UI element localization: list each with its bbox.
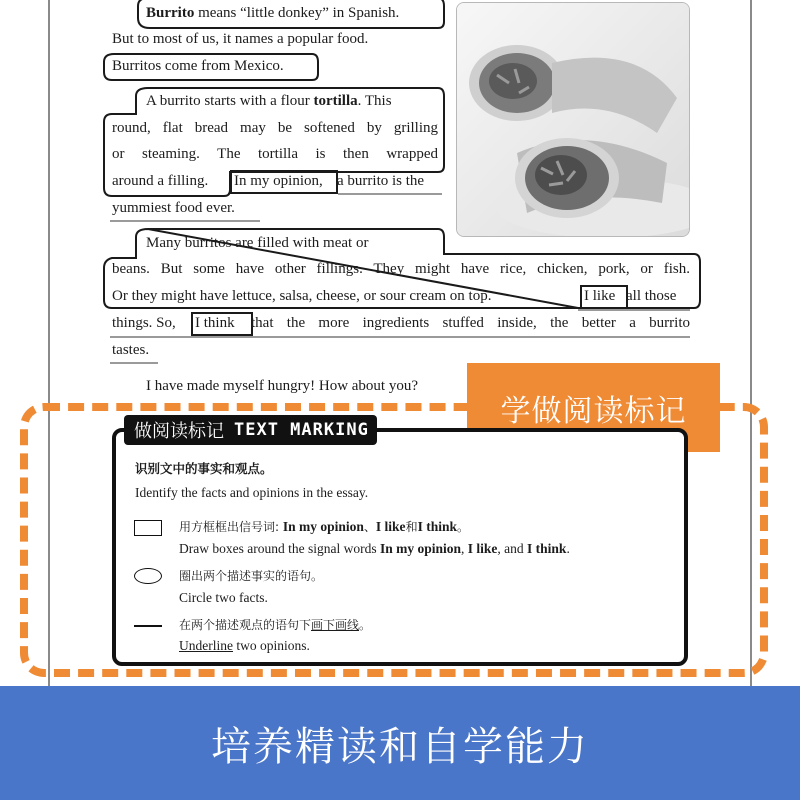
p3-line-3-b: all those [626, 288, 677, 304]
item1-en-b3: I think [527, 541, 567, 556]
item1-en-a: Draw boxes around the signal words [179, 541, 380, 556]
item1-en-c: , [461, 541, 468, 556]
item1-en-e: . [566, 541, 570, 556]
p3-line-3-a: Or they might have lettuce, salsa, cheese, or sour cream on top. [112, 288, 492, 304]
item1-cn-b2: I like [375, 519, 406, 534]
opinion-underline-1a [338, 193, 442, 195]
p2-line-1-b: . This [357, 93, 392, 109]
item1-en-b1: In my opinion [379, 541, 462, 556]
item1-en [179, 540, 570, 558]
item3-cn-u: 画下画线 [311, 618, 360, 632]
item1-cn-b3: I think [417, 519, 457, 534]
p3-line-5: tastes. [112, 342, 150, 358]
item1-cn [179, 518, 469, 536]
p3-line-2: beans. But some have other fillings. They might have rice, chicken, pork, or fish. [112, 261, 690, 277]
signal-word-in-my-opinion: In my opinion, [234, 173, 323, 189]
p3-line-4-b: that the more ingredients stuffed inside, the better a burrito [251, 315, 690, 331]
p2-line-4-a: around a filling. [112, 173, 209, 189]
p1-line-2: But to most of us, it names a popular food. [112, 31, 369, 47]
text-marking-title-cn: 做阅读标记 [134, 421, 224, 442]
marking-intro-cn: 识别文中的事实和观点。 [135, 461, 273, 476]
signal-word-i-like: I like [584, 288, 616, 304]
opinion-underline-2b [110, 336, 690, 338]
text-marking-title-en: TEXT MARKING [234, 420, 369, 440]
item3-en-b: two opinions. [232, 638, 310, 653]
item3-cn [179, 616, 371, 634]
p4-line: I have made myself hungry! How about you? [146, 378, 419, 394]
p1-line-3: Burritos come from Mexico. [112, 58, 284, 74]
p2-line-4-b: a burrito is the [337, 173, 425, 189]
item1-en-d: , and [497, 541, 528, 556]
underline-symbol-icon [134, 625, 162, 627]
item2-en: Circle two facts. [179, 590, 268, 605]
p3-line-1: Many burritos are filled with meat or [146, 235, 369, 251]
burrito-term: Burrito [146, 5, 195, 21]
p1-line-1 [146, 3, 399, 23]
item1-cn-c: 、 [363, 520, 376, 534]
box-symbol-icon [134, 520, 162, 536]
circle-symbol-icon [134, 568, 162, 584]
burrito-photo [456, 2, 690, 237]
item3-en-u: Underline [179, 638, 233, 653]
tag-label: 学做阅读标记 [467, 363, 720, 452]
item3-cn-b: 。 [359, 618, 372, 632]
item1-cn-a: 用方框框出信号词: [179, 520, 283, 534]
p3-line-4-a: things. So, [112, 315, 176, 331]
p2-line-1-a: A burrito starts with a flour [146, 93, 314, 109]
item3-cn-a: 在两个描述观点的语句下 [179, 618, 312, 632]
marking-intro-en: Identify the facts and opinions in the essay. [135, 485, 369, 500]
item2-cn: 圈出两个描述事实的语句。 [179, 569, 324, 583]
opinion-underline-2c [110, 362, 158, 364]
tortilla-term: tortilla [313, 93, 358, 109]
p2-line-2: round, flat bread may be softened by grilling [112, 120, 438, 136]
p3-line-3 [112, 286, 491, 306]
p2-line-1 [146, 91, 392, 111]
banner-label: 培养精读和自学能力 [211, 723, 589, 770]
item3-en [179, 637, 310, 655]
text-marking-header [124, 415, 377, 445]
p2-line-5: yummiest food ever. [112, 200, 235, 216]
item1-en-b2: I like [467, 541, 498, 556]
p2-line-4 [112, 171, 208, 191]
item1-cn-e: 。 [456, 520, 469, 534]
bottom-banner [0, 686, 800, 800]
signal-word-i-think: I think [195, 315, 235, 331]
burrito-image [457, 3, 689, 236]
p1-line-1-text: means “little donkey” in Spanish. [194, 5, 400, 21]
item1-cn-b1: In my opinion [282, 519, 364, 534]
opinion-underline-2a [578, 309, 690, 311]
p2-line-3: or steaming. The tortilla is then wrapped [112, 146, 438, 162]
opinion-underline-1b [110, 220, 260, 222]
item1-cn-d: 和 [405, 520, 418, 534]
